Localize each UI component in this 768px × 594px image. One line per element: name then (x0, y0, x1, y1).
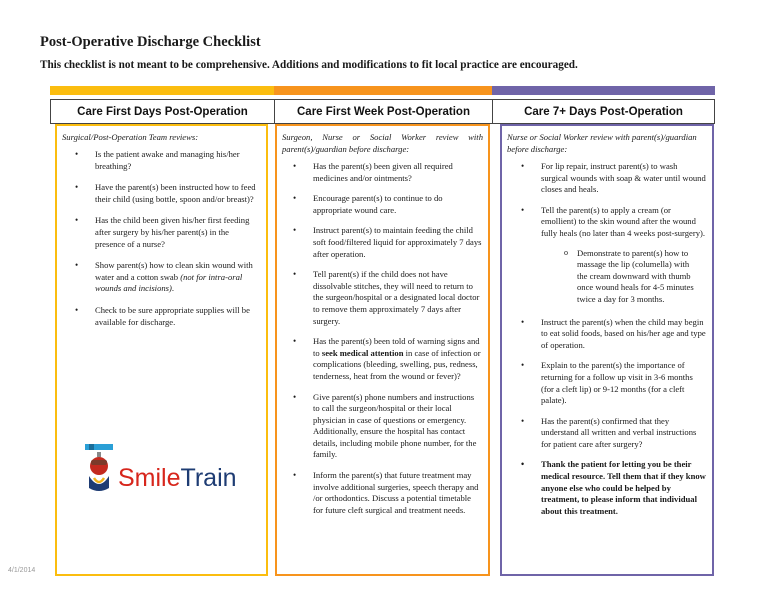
checklist-item: • Have the parent(s) been instructed how to feed their child (using bottle, spoon and/or breast)? (95, 182, 260, 205)
checklist-item: • Check to be sure appropriate supplies will be available for discharge. (95, 305, 260, 328)
checklist-item: • Give parent(s) phone numbers and instructions to call the surgeon/hospital or their local physician in case of questions or emergency. Additionally, ensure the hospital has contact details, including mobile phone number, for the family. (313, 392, 482, 462)
checklist-item: • Has the parent(s) been told of warning signs and to seek medical attention in case of infection or complications (bleeding, swelling, pus, redness, tenderness, heat from the wound or fever)? (313, 336, 482, 382)
checklist-item: • Show parent(s) how to clean skin wound with water and a cotton swab (not for intra-oral wounds and incisions). (95, 260, 260, 295)
smile-train-logo (85, 442, 245, 502)
column-header-first-week: Care First Week Post-Operation (274, 99, 492, 124)
page-subtitle: This checklist is not meant to be comprehensive. Additions and modifications to fit local practice are encouraged. (40, 59, 578, 71)
checklist-subitem: o Demonstrate to parent(s) how to massage the lip (columella) with the cream downward with thumb once wound heals for 4-5 minutes twice a day for 3 months. (577, 248, 700, 306)
color-bar-yellow (50, 86, 274, 95)
checklist-item: • Thank the patient for letting you be their medical resource. Tell them that if they know anyone else who could be helped by treatment, to please inform that individual about this treatment. (541, 459, 706, 517)
svg-text:SmileTrain: SmileTrain (118, 464, 237, 492)
document-date: 4/1/2014 (8, 567, 36, 574)
color-bar-orange (274, 86, 492, 95)
checklist-item: • Tell the parent(s) to apply a cream (or emollient) to the skin wound after the wound fully heals (no later than 4 weeks post-surgery). (541, 205, 706, 240)
checklist-item: • For lip repair, instruct parent(s) to wash surgical wounds with soap & water until wound closes and heals. (541, 161, 706, 196)
column-first-week (275, 124, 490, 576)
checklist-item: • Inform the parent(s) that future treatment may involve additional surgeries, speech therapy and /or orthodontics. Discuss a potential timetable for future cleft surgical and treatment needs. (313, 470, 482, 516)
checklist-item: • Tell parent(s) if the child does not have dissolvable stitches, they will need to return to the surgeon/hospital or a designated local doctor to remove them approximately 7 days after surgery. (313, 269, 482, 327)
train-person-icon (85, 444, 113, 491)
checklist-item: • Has the parent(s) been given all required medicines and/or ointments? (313, 161, 482, 184)
checklist-item: • Has the child been given his/her first feeding after surgery by his/her parent(s) in the presence of a nurse? (95, 215, 260, 250)
column-7plus-days (500, 124, 714, 576)
column-header-first-days: Care First Days Post-Operation (50, 99, 274, 124)
checklist-item: • Instruct parent(s) to maintain feeding the child soft food/filtered liquid for approximately 7 days after operation. (313, 225, 482, 260)
checklist-item: • Explain to the parent(s) the importance of returning for a follow up visit in 3-6 months (for a cleft lip) or 9-12 months (for a cleft palate). (541, 360, 706, 406)
column-first-days (55, 124, 268, 576)
column-header-7plus-days: Care 7+ Days Post-Operation (492, 99, 715, 124)
column-intro: Surgical/Post-Operation Team reviews: (62, 132, 199, 142)
checklist-item: • Is the patient awake and managing his/her breathing? (95, 149, 260, 172)
checklist-item: • Encourage parent(s) to continue to do appropriate wound care. (313, 193, 482, 216)
checklist-item: • Instruct the parent(s) when the child may begin to eat solid foods, based on his/her age and type of operation. (541, 317, 706, 352)
page-title: Post-Operative Discharge Checklist (40, 34, 261, 50)
checklist-item: • Has the parent(s) confirmed that they understand all written and verbal instructions for patient care after surgery? (541, 416, 706, 451)
column-intro: Surgeon, Nurse or Social Worker review with parent(s)/guardian before discharge: (282, 132, 483, 154)
column-intro: Nurse or Social Worker review with parent(s)/guardian before discharge: (507, 132, 697, 154)
color-bar-purple (492, 86, 715, 95)
